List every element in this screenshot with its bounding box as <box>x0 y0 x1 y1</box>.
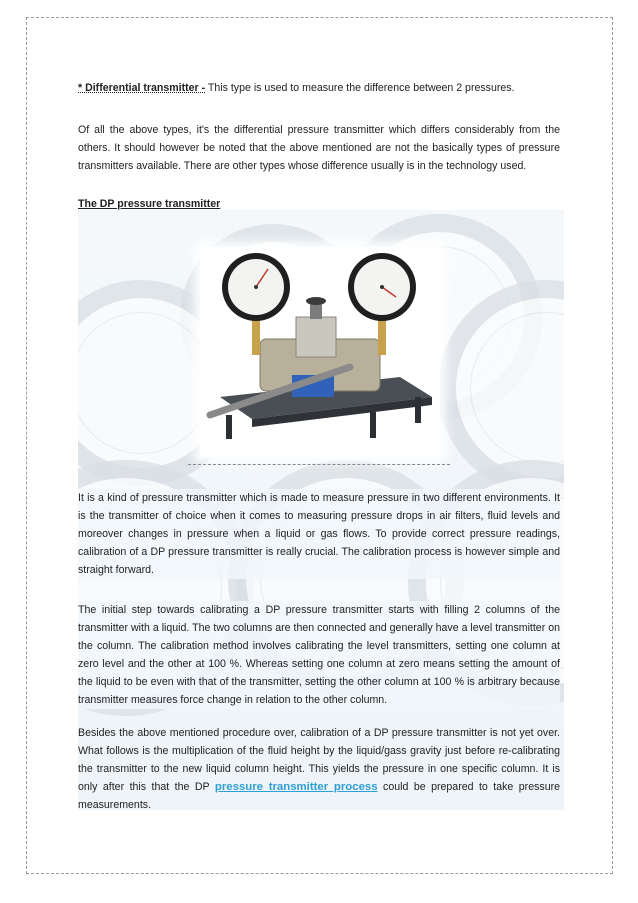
differential-transmitter-label: * Differential transmitter - <box>78 82 206 94</box>
pressure-transmitter-process-link[interactable]: pressure transmitter process <box>214 781 378 793</box>
recalibration-paragraph <box>78 724 560 814</box>
recalibration-text-before: Besides the above mentioned procedure over, calibration of a DP pressure transmitter is not yet over. What follows is the multiplication of the fluid height by the liquid/gass gravity just before re-calibrating the transmitter to the new liquid column height. This yields the pressure in one specific column. It is only after this that the DP <box>78 727 560 793</box>
types-paragraph: Of all the above types, it's the differential pressure transmitter which differs considerably from the others. It should however be noted that the above mentioned are not the basically types of pressure transmitters available. There are other types whose difference usually is in the technology used. <box>78 124 560 172</box>
recalibration-text-after: could be prepared to take pressure measurements. <box>78 781 561 811</box>
differential-transmitter-text: This type is used to measure the difference between 2 pressures. <box>205 82 515 94</box>
dp-description-paragraph: It is a kind of pressure transmitter which is made to measure pressure in two different environments. It is the transmitter of choice when it comes to measuring pressure drops in air filters, fluid levels and moreover changes in pressure when a liquid or gas flows. To provide correct pressure readings, calibration of a DP pressure transmitter is really crucial. The calibration process is however simple and straight forward. <box>78 489 560 579</box>
section-heading: The DP pressure transmitter <box>78 198 221 210</box>
differential-transmitter-line <box>78 79 560 97</box>
image-caption-divider <box>188 464 450 465</box>
dp-pressure-transmitter-photo <box>200 247 440 457</box>
calibration-steps-paragraph: The initial step towards calibrating a DP pressure transmitter starts with filling 2 columns of the transmitter with a liquid. The two columns are then connected and generally have a level transmitter on the column. The calibration method involves calibrating the level transmitters, setting one column at zero level and the other at 100 %. Whereas setting one column at zero means setting the amount of the liquid to be even with that of the transmitter, setting the other column at 100 % is arbitrary because transmitter measures force change in relation to the other column. <box>78 601 560 709</box>
